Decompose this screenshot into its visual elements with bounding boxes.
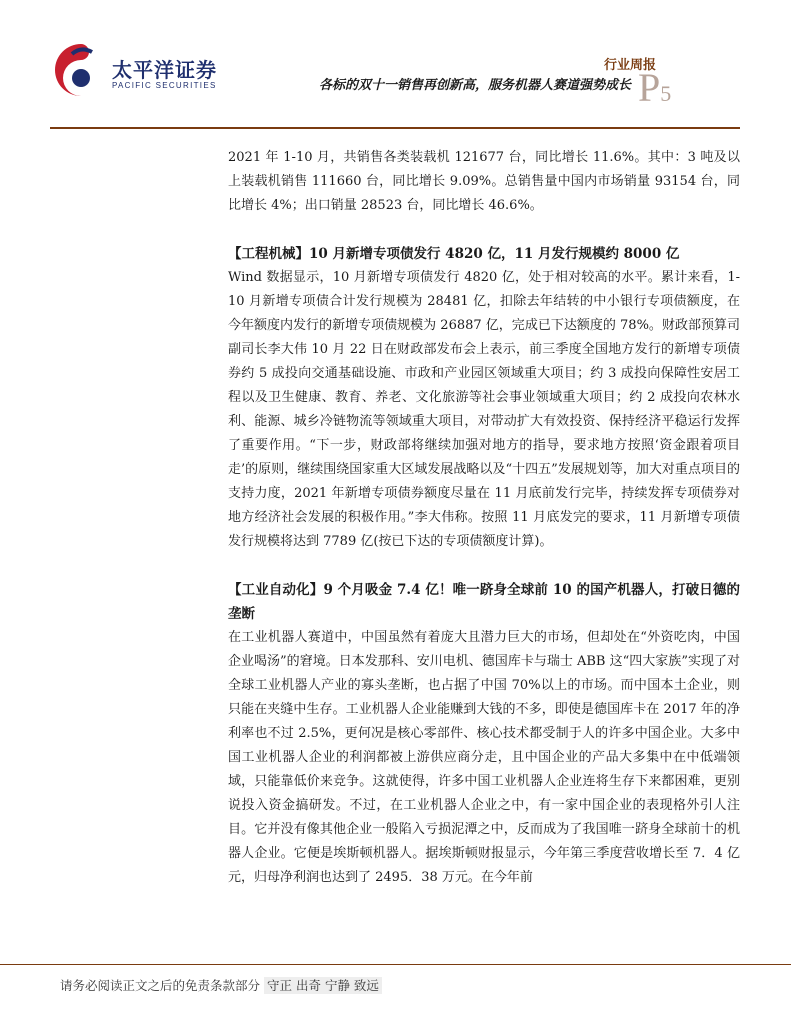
header-divider <box>50 127 740 129</box>
spacer <box>228 218 740 242</box>
page-digit: 5 <box>660 81 672 106</box>
spacer <box>228 554 740 578</box>
paragraph-special-bonds: Wind 数据显示，10 月新增专项债发行 4820 亿，处于相对较高的水平。累计来看，1-10 月新增专项债合计发行规模为 28481 亿，扣除去年结转的中小银行专项债额度，在今年额度内发行的新增专项债规模为 26887 亿，完成已下达额度的 78%。财政部预算司副司长李大伟 10 月 22 日在财政部发布会上表示，前三季度全国地方发行的新增专项债券约 5 成投向交通基础设施、市政和产业园区领域重大项目；约 3 成投向保障性安居工程以及卫生健康、教育、养老、文化旅游等社会事业领域重大项目；约 2 成投向农林水利、能源、城乡冷链物流等领域重大项目，对带动扩大有效投资、保持经济平稳运行发挥了重要作用。“下一步，财政部将继续加强对地方的指导，要求地方按照‘资金跟着项目走’的原则，继续围绕国家重大区域发展战略以及“十四五”发展规划等，加大对重点项目的支持力度，2021 年新增专项债券额度尽量在 11 月底前发行完毕，持续发挥专项债券对地方经济社会发展的积极作用。”李大伟称。按照 11 月底发完的要求，11 月新增专项债发行规模将达到 7789 亿(按已下达的专项债额度计算)。 <box>228 270 740 549</box>
section-heading-construction-machinery: 【工程机械】10 月新增专项债发行 4820 亿，11 月发行规模约 8000 亿 <box>228 246 680 262</box>
main-content <box>228 146 740 890</box>
footer-divider <box>0 964 791 965</box>
logo-chinese-name: 太平洋证券 <box>112 58 217 82</box>
paragraph-industrial-robots: 在工业机器人赛道中，中国虽然有着庞大且潜力巨大的市场，但却处在“外资吃肉，中国企业喝汤”的窘境。日本发那科、安川电机、德国库卡与瑞士 ABB 这“四大家族”实现了对全球工业机器人产业的寡头垄断，也占据了中国 70%以上的市场。而中国本土企业，则只能在夹缝中生存。工业机器人企业能赚到大钱的不多，即使是德国库卡在 2017 年的净利率也不过 2.5%，更何况是核心零部件、核心技术都受制于人的许多中国企业。大多中国工业机器人企业的利润都被上游供应商分走，且中国企业的产品大多集中在中低端领域，只能靠低价来竞争。这就使得，许多中国工业机器人企业连将生存下来都困难，更别说投入资金搞研发。不过，在工业机器人企业之中，有一家中国企业的表现格外引人注目。它并没有像其他企业一般陷入亏损泥潭之中，反而成为了我国唯一跻身全球前十的机器人企业。它便是埃斯顿机器人。据埃斯顿财报显示，今年第三季度营收增长至 7．4 亿元，归母净利润也达到了 2495．38 万元。在今年前 <box>228 630 740 885</box>
page-footer <box>60 976 382 994</box>
pacific-securities-logo-icon <box>52 40 110 100</box>
report-title: 各标的双十一销售再创新高，服务机器人赛道强势成长 <box>318 78 631 93</box>
page-header <box>0 0 791 130</box>
section-heading-industrial-automation: 【工业自动化】9 个月吸金 7.4 亿！唯一跻身全球前 10 的国产机器人，打破日德的垄断 <box>228 582 740 622</box>
paragraph-loader-sales: 2021 年 1-10 月，共销售各类装载机 121677 台，同比增长 11.6%。其中：3 吨及以上装载机销售 111660 台，同比增长 9.09%。总销售量中国内市场销量 93154 台，同比增长 4%；出口销量 28523 台，同比增长 46.6%。 <box>228 150 740 213</box>
company-logo <box>52 40 222 100</box>
logo-english-name: PACIFIC SECURITIES <box>112 81 217 90</box>
page-letter: P <box>638 65 661 110</box>
disclaimer-text: 请务必阅读正文之后的免责条款部分 <box>60 978 261 993</box>
company-motto: 守正 出奇 宁静 致远 <box>264 977 382 994</box>
report-type: 行业周报 <box>603 58 656 73</box>
page-number <box>638 64 671 111</box>
